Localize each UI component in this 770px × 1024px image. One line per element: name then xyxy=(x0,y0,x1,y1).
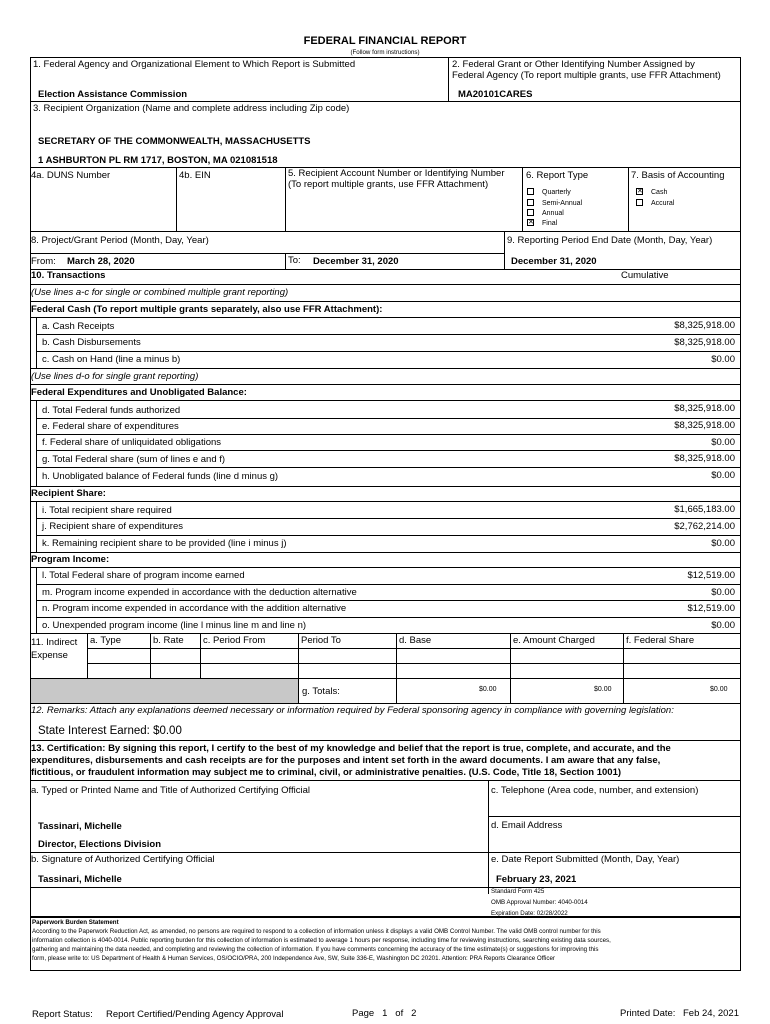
col-rate: b. Rate xyxy=(153,635,184,646)
box5-label-1: 5. Recipient Account Number or Identifying Number xyxy=(288,168,505,179)
program-income-header: Program Income: xyxy=(31,554,110,565)
col-amount-charged: e. Amount Charged xyxy=(513,635,595,646)
line-m-value: $0.00 xyxy=(711,587,735,598)
signature-value: Tassinari, Michelle xyxy=(38,874,122,885)
telephone-label: c. Telephone (Area code, number, and extension) xyxy=(491,785,699,796)
burden-line-4: form, please write to: US Department of Health & Human Services, OS/OCIO/PRA, 200 Independence Ave, SW, Suite 336-E, Washington DC 20201. Attention: PRA Reports Clearance Officer xyxy=(32,955,555,962)
printed-date-label: Printed Date: xyxy=(620,1008,676,1019)
box4b-label: 4b. EIN xyxy=(179,170,211,181)
line-m-label: m. Program income expended in accordance with the deduction alternative xyxy=(42,587,357,598)
line-h-label: h. Unobligated balance of Federal funds (line d minus g) xyxy=(42,471,279,482)
col-period-from: c. Period From xyxy=(203,635,266,646)
accural-label: Accural xyxy=(651,200,675,207)
line-l-label: l. Total Federal share of program income earned xyxy=(42,570,245,581)
certification-line-1: 13. Certification: By signing this report, I certify to the best of my knowledge and belief that the report is true, complete, and accurate, and the xyxy=(31,743,671,754)
line-f-value: $0.00 xyxy=(711,437,735,448)
total-charged-value: $0.00 xyxy=(594,686,612,693)
federal-cash-header: Federal Cash (To report multiple grants separately, also use FFR Attachment): xyxy=(31,304,383,315)
certifier-a-label: a. Typed or Printed Name and Title of Authorized Certifying Official xyxy=(31,785,310,796)
federal-expenditures-header: Federal Expenditures and Unobligated Balance: xyxy=(31,387,247,398)
form-title: FEDERAL FINANCIAL REPORT xyxy=(303,35,467,47)
line-o-label: o. Unexpended program income (line l minus line m and line n) xyxy=(42,620,307,631)
line-k-value: $0.00 xyxy=(711,538,735,549)
box1-label: 1. Federal Agency and Organizational Element to Which Report is Submitted xyxy=(33,59,356,70)
line-l-value: $12,519.00 xyxy=(687,570,735,581)
col-federal-share: f. Federal Share xyxy=(626,635,695,646)
line-b-label: b. Cash Disbursements xyxy=(42,337,141,348)
box5-label-2: (To report multiple grants, use FFR Attachment) xyxy=(288,179,489,190)
line-g-label: g. Total Federal share (sum of lines e and f) xyxy=(42,454,226,465)
totals-shaded-area xyxy=(31,679,298,703)
cash-checkbox[interactable]: ✕ xyxy=(637,188,643,195)
signature-label: b. Signature of Authorized Certifying Official xyxy=(31,854,215,865)
remarks-value: State Interest Earned: $0.00 xyxy=(38,725,182,737)
line-k-label: k. Remaining recipient share to be provided (line i minus j) xyxy=(42,538,287,549)
box2-label-1: 2. Federal Grant or Other Identifying Number Assigned by xyxy=(452,59,695,70)
expiration-date: Expiration Date: 02/28/2022 xyxy=(491,910,568,917)
quarterly-checkbox[interactable] xyxy=(527,188,534,195)
recipient-name: SECRETARY OF THE COMMONWEALTH, MASSACHUSETTS xyxy=(38,136,311,147)
line-f-label: f. Federal share of unliquidated obligations xyxy=(42,437,222,448)
line-b-value: $8,325,918.00 xyxy=(674,337,735,348)
from-label: From: xyxy=(31,256,56,267)
box6-label: 6. Report Type xyxy=(526,170,589,181)
transactions-title: 10. Transactions xyxy=(31,270,106,281)
final-checkbox[interactable]: ✕ xyxy=(528,219,534,226)
grant-number-value: MA20101CARES xyxy=(458,89,533,100)
certification-line-2: expenditures, disbursements and cash receipts are for the purposes and intent set forth in the award documents. I am aware that any false, xyxy=(31,755,661,766)
date-submitted-label: e. Date Report Submitted (Month, Day, Year) xyxy=(491,854,680,865)
total-federal-value: $0.00 xyxy=(710,686,728,693)
date-submitted-value: February 23, 2021 xyxy=(496,874,577,885)
form-subtitle: (Follow form instructions) xyxy=(350,49,420,56)
box9-label: 9. Reporting Period End Date (Month, Day, Year) xyxy=(507,235,713,246)
indirect-label-2: Expense xyxy=(31,650,68,661)
line-d-value: $8,325,918.00 xyxy=(674,403,735,414)
total-base-value: $0.00 xyxy=(479,686,497,693)
semi-annual-checkbox[interactable] xyxy=(527,199,534,206)
col-period-to: Period To xyxy=(301,635,341,646)
line-n-label: n. Program income expended in accordance with the addition alternative xyxy=(42,603,347,614)
page-number: Page 1 of 2 xyxy=(352,1008,417,1019)
box8-label: 8. Project/Grant Period (Month, Day, Year) xyxy=(31,235,209,246)
line-j-label: j. Recipient share of expenditures xyxy=(42,521,183,532)
indirect-label-1: 11. Indirect xyxy=(31,637,78,648)
final-label: Final xyxy=(542,220,558,227)
certifier-title: Director, Elections Division xyxy=(38,839,162,850)
line-i-label: i. Total recipient share required xyxy=(42,505,172,516)
annual-label: Annual xyxy=(542,210,564,217)
col-type: a. Type xyxy=(90,635,121,646)
burden-line-2: information collection is 4040-0014. Public reporting burden for this collection of information is estimated to average 1 hours per response, including time for reviewing instructions, searching existing data sources, xyxy=(32,937,611,944)
cash-label: Cash xyxy=(651,189,668,196)
line-j-value: $2,762,214.00 xyxy=(674,521,735,532)
line-g-value: $8,325,918.00 xyxy=(674,453,735,464)
recipient-share-header: Recipient Share: xyxy=(31,488,106,499)
semi-annual-label: Semi-Annual xyxy=(542,200,583,207)
omb-number: OMB Approval Number: 4040-0014 xyxy=(491,899,588,906)
recipient-address: 1 ASHBURTON PL RM 1717, BOSTON, MA 021081518 xyxy=(38,155,278,166)
note-lines-d-o: (Use lines d-o for single grant reporting) xyxy=(31,371,199,382)
line-e-label: e. Federal share of expenditures xyxy=(42,421,179,432)
burden-line-1: According to the Paperwork Reduction Act, as amended, no persons are required to respond to a collection of information unless it displays a valid OMB Control Number. The valid OMB control number for this xyxy=(32,928,601,935)
quarterly-label: Quarterly xyxy=(542,189,571,196)
line-c-label: c. Cash on Hand (line a minus b) xyxy=(42,354,181,365)
form-number: Standard Form 425 xyxy=(491,888,545,895)
note-lines-a-c: (Use lines a-c for single or combined multiple grant reporting) xyxy=(31,287,289,298)
line-n-value: $12,519.00 xyxy=(687,603,735,614)
col-base: d. Base xyxy=(399,635,432,646)
line-i-value: $1,665,183.00 xyxy=(674,504,735,515)
line-o-value: $0.00 xyxy=(711,620,735,631)
line-e-value: $8,325,918.00 xyxy=(674,420,735,431)
printed-date-value: Feb 24, 2021 xyxy=(683,1008,739,1019)
period-from-value: March 28, 2020 xyxy=(67,256,135,267)
box4a-label: 4a. DUNS Number xyxy=(31,170,111,181)
certification-line-3: fictitious, or fraudulent information may subject me to criminal, civil, or administrative penalties. (U.S. Code, Title 18, Section 1001) xyxy=(31,767,622,778)
burden-line-3: gathering and maintaining the data needed, and completing and reviewing the collection of information. If you have comments concerning the accuracy of the time estimate(s) or suggestions for improving this xyxy=(32,946,599,953)
line-a-label: a. Cash Receipts xyxy=(42,321,115,332)
federal-agency-value: Election Assistance Commission xyxy=(38,89,188,100)
burden-title: Paperwork Burden Statement xyxy=(32,919,119,926)
report-status-label: Report Status: xyxy=(32,1009,93,1020)
to-label: To: xyxy=(288,255,301,266)
box3-label: 3. Recipient Organization (Name and complete address including Zip code) xyxy=(33,103,350,114)
report-status-value: Report Certified/Pending Agency Approval xyxy=(106,1009,284,1020)
period-to-value: December 31, 2020 xyxy=(313,256,399,267)
line-c-value: $0.00 xyxy=(711,354,735,365)
line-h-value: $0.00 xyxy=(711,470,735,481)
accural-checkbox[interactable] xyxy=(636,199,643,206)
box7-label: 7. Basis of Accounting xyxy=(631,170,725,181)
reporting-end-date-value: December 31, 2020 xyxy=(511,256,597,267)
annual-checkbox[interactable] xyxy=(527,209,534,216)
remarks-label: 12. Remarks: Attach any explanations deemed necessary or information required by Federal sponsoring agency in compliance with governing legislation: xyxy=(31,705,674,716)
box2-label-2: Federal Agency (To report multiple grants, use FFR Attachment) xyxy=(452,70,721,81)
totals-label: g. Totals: xyxy=(302,686,340,697)
line-a-value: $8,325,918.00 xyxy=(674,320,735,331)
cumulative-header: Cumulative xyxy=(621,270,669,281)
line-d-label: d. Total Federal funds authorized xyxy=(42,405,181,416)
certifier-name: Tassinari, Michelle xyxy=(38,821,122,832)
email-label: d. Email Address xyxy=(491,820,563,831)
